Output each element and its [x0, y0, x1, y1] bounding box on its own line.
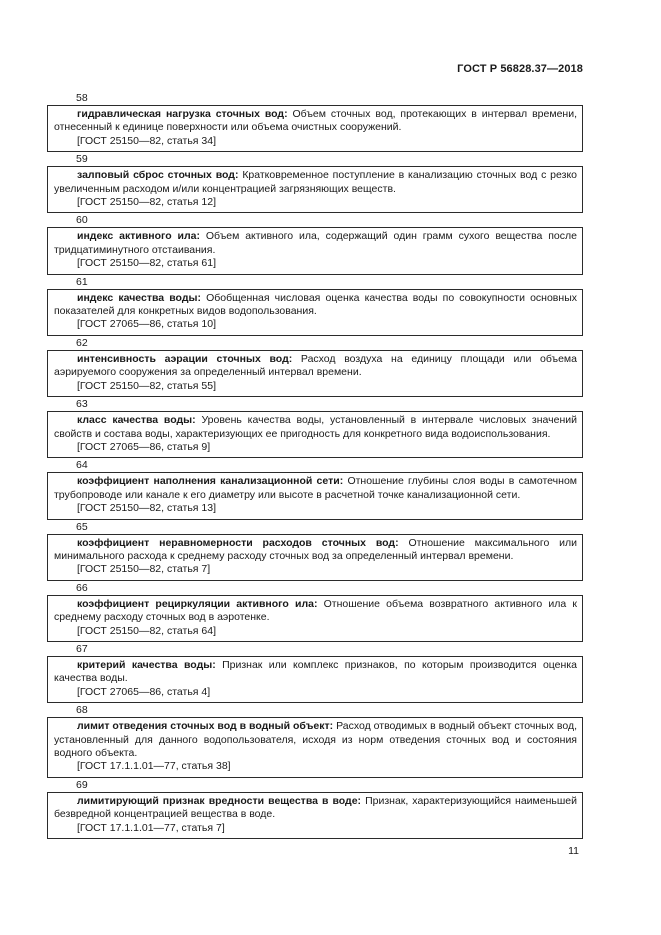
term-definition-line — [54, 720, 577, 760]
term-definition: Обобщенная числовая оценка качества воды по совокупности основных показателей для конкретных видов водопользования. — [54, 291, 577, 318]
term-name: индекс качества воды: — [77, 291, 201, 304]
term-number: 63 — [76, 398, 88, 411]
term-reference: [ГОСТ 27065—86, статья 9] — [77, 440, 211, 453]
term-number: 62 — [76, 336, 88, 349]
term-reference: [ГОСТ 25150—82, статья 12] — [77, 196, 216, 209]
term-name: залповый сброс сточных вод: — [77, 169, 239, 182]
term-definition-line — [54, 353, 577, 380]
term-name: класс качества воды: — [77, 414, 196, 427]
term-entry — [47, 397, 583, 458]
term-reference: [ГОСТ 25150—82, статья 13] — [77, 502, 216, 515]
term-definition-line — [54, 659, 577, 686]
term-number: 60 — [76, 214, 88, 227]
term-name: коэффициент рециркуляции активного ила: — [77, 597, 318, 610]
term-definition: Объем сточных вод, протекающих в интервал времени, отнесенный к единице поверхности или объема очистных сооружений. — [54, 108, 577, 134]
term-number: 59 — [76, 153, 88, 166]
term-entry — [47, 778, 583, 839]
term-definition-line — [54, 292, 577, 319]
term-definition-line — [54, 598, 577, 625]
term-box — [47, 472, 583, 519]
term-definition: Объем активного ила, содержащий один грамм сухого вещества после тридцатиминутного отстаивания. — [54, 230, 577, 256]
term-definition: Отношение глубины слоя воды в самотечном трубопроводе или канале к его диаметру или высоте в расчетной точке канализационной сети. — [54, 475, 578, 501]
term-entry — [47, 520, 583, 581]
term-entry — [47, 703, 583, 778]
term-definition: Уровень качества воды, установленный в интервале числовых значений свойств и состава воды, характеризующих ее пригодность для конкретного вида водоиспользования. — [54, 414, 577, 440]
term-number: 67 — [76, 642, 88, 655]
term-name: индекс активного ила: — [77, 230, 201, 243]
term-box — [47, 289, 583, 336]
term-reference: [ГОСТ 27065—86, статья 10] — [77, 318, 216, 331]
term-entry — [47, 458, 583, 519]
term-entry — [47, 152, 583, 213]
term-definition-line — [54, 475, 577, 502]
term-number: 61 — [76, 275, 88, 288]
term-box — [47, 534, 583, 581]
term-number: 66 — [76, 581, 88, 594]
term-number: 58 — [76, 92, 88, 104]
term-box — [47, 166, 583, 213]
term-reference: [ГОСТ 25150—82, статья 34] — [77, 134, 216, 147]
term-number: 69 — [76, 778, 88, 791]
term-box — [47, 227, 583, 274]
term-entry — [47, 336, 583, 397]
term-definition-line — [54, 230, 577, 257]
term-reference: [ГОСТ 17.1.1.01—77, статья 7] — [77, 821, 225, 834]
term-definition: Кратковременное поступление в канализацию сточных вод с резко увеличенным расходом и/или концентрацией загрязняющих веществ. — [54, 169, 577, 195]
term-definition-line — [54, 169, 577, 196]
terms-list — [47, 91, 583, 839]
term-name: интенсивность аэрации сточных вод: — [77, 352, 293, 365]
term-definition-line — [54, 108, 577, 135]
document-header: ГОСТ Р 56828.37—2018 — [457, 63, 583, 75]
term-name: лимит отведения сточных вод в водный объект: — [77, 720, 334, 733]
term-definition-line — [54, 414, 577, 441]
term-definition-line — [54, 795, 577, 822]
term-box — [47, 792, 583, 839]
term-definition-line — [54, 537, 577, 564]
term-definition: Расход отводимых в водный объект сточных вод, установленный для данного водопользователя, исходя из норм отведения сточных вод и состояния водного объекта. — [54, 720, 577, 759]
term-name: гидравлическая нагрузка сточных вод: — [77, 108, 288, 120]
term-entry — [47, 642, 583, 703]
term-reference: [ГОСТ 25150—82, статья 7] — [77, 563, 211, 576]
term-definition: Признак, характеризующийся наименьшей безвредной концентрацией вещества в воде. — [54, 794, 578, 821]
term-definition: Расход воздуха на единицу площади или объема аэрируемого сооружения за определенный интервал времени. — [54, 352, 577, 379]
term-reference: [ГОСТ 25150—82, статья 64] — [77, 624, 216, 637]
term-entry — [47, 91, 583, 152]
term-definition: Отношение максимального или минимального расхода к среднему расходу сточных вод за определенный интервал времени. — [54, 536, 577, 562]
term-definition: Признак или комплекс признаков, по которым производится оценка качества воды. — [54, 658, 577, 685]
term-box — [47, 656, 583, 703]
term-box — [47, 717, 583, 778]
term-box — [47, 595, 583, 642]
term-number: 68 — [76, 704, 88, 717]
term-reference: [ГОСТ 17.1.1.01—77, статья 38] — [77, 760, 231, 773]
term-name: коэффициент неравномерности расходов сточных вод: — [77, 536, 399, 549]
term-reference: [ГОСТ 25150—82, статья 61] — [77, 257, 216, 270]
term-name: коэффициент наполнения канализационной сети: — [77, 475, 344, 488]
term-box — [47, 411, 583, 458]
page-number: 11 — [568, 845, 579, 857]
term-reference: [ГОСТ 25150—82, статья 55] — [77, 379, 216, 392]
term-reference: [ГОСТ 27065—86, статья 4] — [77, 685, 211, 698]
term-entry — [47, 213, 583, 274]
term-name: критерий качества воды: — [77, 658, 216, 671]
term-box — [47, 350, 583, 397]
term-number: 64 — [76, 459, 88, 472]
term-entry — [47, 581, 583, 642]
term-definition: Отношение объема возвратного активного ила к среднему расходу сточных вод в аэротенке. — [54, 597, 577, 624]
term-entry — [47, 275, 583, 336]
term-number: 65 — [76, 520, 88, 533]
term-box — [47, 105, 583, 152]
term-name: лимитирующий признак вредности вещества в воде: — [77, 794, 362, 807]
